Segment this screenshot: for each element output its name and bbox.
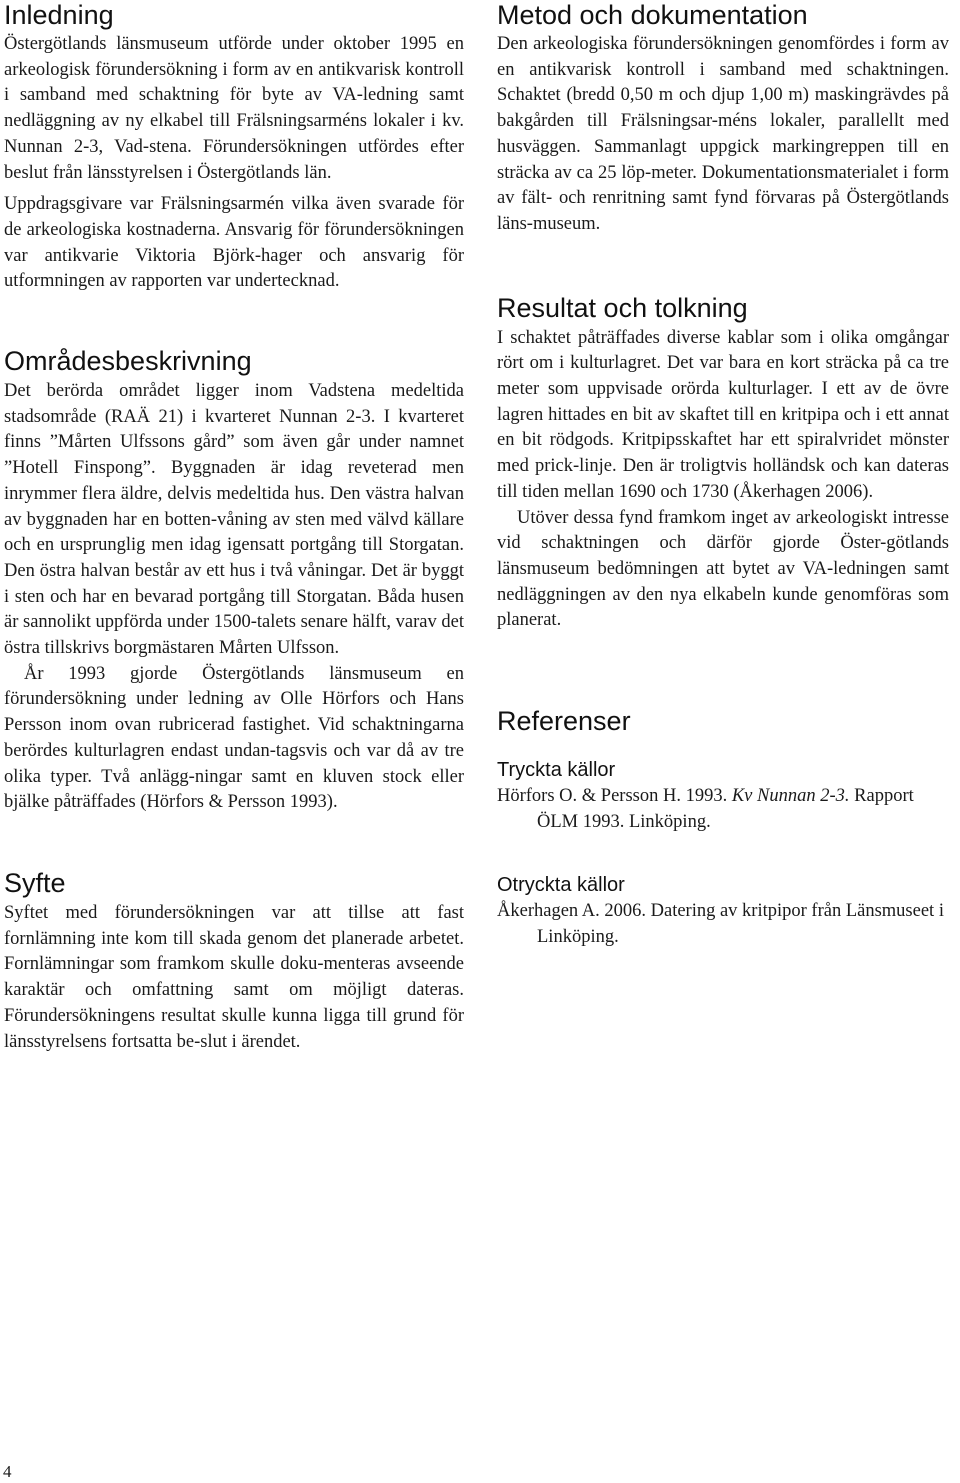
metod-paragraph-1: Den arkeologiska förundersökningen genomfördes i form av en antikvarisk kontroll i samband med schaktningen. Schaktet (bredd 0,50 m och djup 1,00 m) maskingrävdes på bakgården till Frälsningsar-méns lokaler, parallellt med husväggen. Sammanlagt uppgick markingreppen till en sträcka av ca 25 löp-meter. Dokumentationsmaterialet i form av fält- och renritning samt fynd förvaras på Östergötlands läns-museum. <box>497 34 949 234</box>
heading-referenser: Referenser <box>497 706 631 737</box>
syfte-paragraph-1: Syftet med förundersökningen var att tillse att fast fornlämning inte kom till skada genom det planerade arbetet. Fornlämningar som framkom skulle doku-menteras avseende karaktär och omfattning samt om möjligt dateras. Förundersökningens resultat skulle kunna ligga till grund för länsstyrelsens fortsatta be-slut i ärendet. <box>4 902 464 1052</box>
heading-otryckta-kallor: Otryckta källor <box>497 874 625 897</box>
reference-title: Kv Nunnan 2-3. <box>731 786 850 807</box>
resultat-paragraph-2: Utöver dessa fynd framkom inget av arkeologiskt intresse vid schaktningen och därför gjorde Öster-götlands länsmuseum bedömningen att bytet av VA-ledningen samt nedläggningen av den nya elkabeln kunde genomföras som planerat. <box>497 507 949 631</box>
page-number: 4 <box>3 1462 12 1481</box>
reference-authors: Hörfors O. & Persson H. 1993. <box>497 786 732 807</box>
heading-inledning: Inledning <box>4 0 114 30</box>
heading-resultat: Resultat och tolkning <box>497 292 748 323</box>
heading-tryckta-kallor: Tryckta källor <box>497 759 616 782</box>
omrade-paragraph-2: År 1993 gjorde Östergötlands länsmuseum en förundersökning under ledning av Olle Hörfors och Hans Persson inom ovan rubricerad fastighet. Vid schaktningarna berördes kulturlagren endast undan-tagsvis och var då av tre olika typer. Två anlägg-ningar samt en kluven stock eller bjälke påträffades (Hörfors & Persson 1993). <box>4 663 464 813</box>
omrade-paragraph-1: Det berörda området ligger inom Vadstena medeltida stadsområde (RAÄ 21) i kvarteret Nunnan 2-3. I kvarteret finns ”Mårten Ulfssons gård” som även går under namnet ”Hotell Finspong”. Byggnaden är idag reveterad men inrymmer flera äldre, delvis medeltida hus. Den västra halvan av byggnaden har en botten-våning av sten med välvd källare och en ursprunglig men idag igensatt portgång till Storgatan. Den östra halvan består av ett hus i två våningar. Det är byggt i sten och har en bevarad portgång till Storgatan. Båda husen är sannolikt uppförda under 1500-talets senare hälft, varav det östra tillskrivs borgmästaren Mårten Ulfsson. <box>4 381 464 659</box>
heading-syfte: Syfte <box>4 867 66 898</box>
heading-metod: Metod och dokumentation <box>497 0 808 30</box>
heading-omradesbeskrivning: Områdesbeskrivning <box>4 346 252 377</box>
inledning-paragraph-2: Uppdragsgivare var Frälsningsarmén vilka även svarade för de arkeologiska kostnaderna. Ansvarig för förundersökningen var antikvarie Viktoria Björk-hager och ansvarig för utformningen av rapporten var undertecknad. <box>4 194 464 292</box>
right-column <box>497 0 949 951</box>
resultat-paragraph-1: I schaktet påträffades diverse kablar som i olika omgångar rört om i kulturlagret. Det var bara en kort sträcka på ca tre meter som uppvisade orörda kulturlager. I ett av de övre lagren hittades en bit av skaftet till en kritpipa och i ett annat en bit rödgods. Kritpipsskaftet har ett spiralvridet mönster med prick-linje. Den är troligtvis holländsk och kan dateras till tiden mellan 1690 och 1730 (Åkerhagen 2006). <box>497 327 949 502</box>
left-column <box>4 0 464 1055</box>
reference-horfors-persson <box>497 784 949 835</box>
reference-publisher: Rapport ÖLM 1993. Linköping. <box>537 786 914 832</box>
reference-akerhagen: Åkerhagen A. 2006. Datering av kritpipor från Länsmuseet i Linköping. <box>497 901 944 948</box>
inledning-paragraph-1: Östergötlands länsmuseum utförde under oktober 1995 en arkeologisk förundersökning i form av en antikvarisk kontroll i samband med schaktning för byte av VA-ledning samt nedläggning av ny elkabel till Frälsningsarméns lokaler i kv. Nunnan 2-3, Vad-stena. Förundersökningen utfördes efter beslut från länsstyrelsen i Östergötlands län. <box>4 34 464 183</box>
